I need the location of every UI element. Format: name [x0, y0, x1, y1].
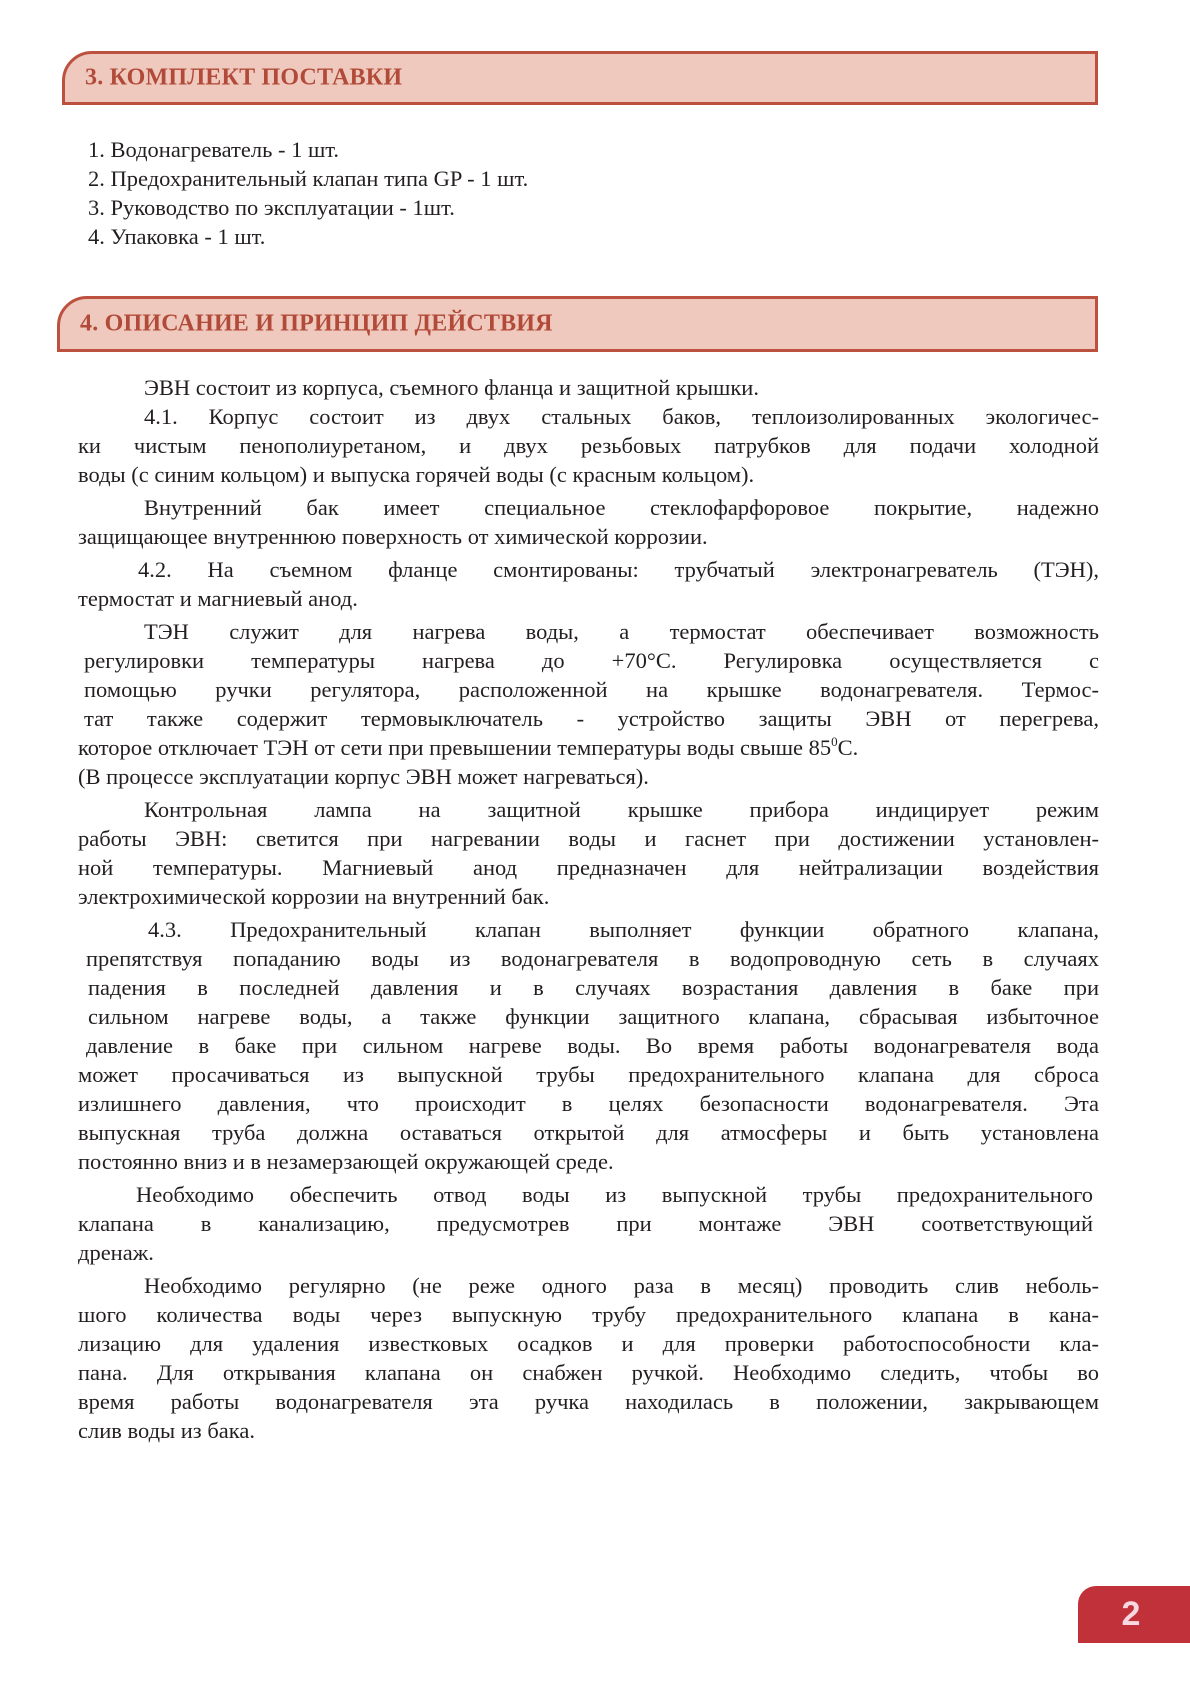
text-line: Контрольная лампа на защитной крышке прибора индицирует режим: [144, 797, 1099, 822]
text-line: термостат и магниевый анод.: [78, 586, 358, 611]
text-line: падения в последней давления и в случаях возрастания давления в баке при: [88, 975, 1099, 1000]
text-line: помощью ручки регулятора, расположенной на крышке водонагревателя. Термос-: [84, 677, 1099, 702]
list-item: 3. Руководство по эксплуатации - 1шт.: [88, 195, 455, 220]
text-line: ТЭН служит для нагрева воды, а термостат обеспечивает возможность: [144, 619, 1099, 644]
text-line: сильном нагреве воды, а также функции защитного клапана, сбрасывая избыточное: [88, 1004, 1099, 1029]
text-line: (В процессе эксплуатации корпус ЭВН может нагреваться).: [78, 764, 649, 789]
text-line: может просачиваться из выпускной трубы предохранительного клапана для сброса: [78, 1062, 1099, 1087]
text-line: ЭВН состоит из корпуса, съемного фланца и защитной крышки.: [144, 375, 759, 400]
delivery-set-list: [88, 135, 528, 251]
text-line: препятствуя попаданию воды из водонагревателя в водопроводную сеть в случаях: [86, 946, 1099, 971]
text-line: слив воды из бака.: [78, 1418, 255, 1443]
text-line: Внутренний бак имеет специальное стеклофарфоровое покрытие, надежно: [144, 495, 1099, 520]
text-line: 4.1. Корпус состоит из двух стальных баков, теплоизолированных экологичес-: [144, 404, 1099, 429]
text-line: 4.3. Предохранительный клапан выполняет функции обратного клапана,: [148, 917, 1099, 942]
text-line: воды (с синим кольцом) и выпуска горячей воды (с красным кольцом).: [78, 462, 755, 487]
text-line: излишнего давления, что происходит в целях безопасности водонагревателя. Эта: [78, 1091, 1099, 1116]
page-number-tab: [1078, 1586, 1190, 1643]
list-item: 1. Водонагреватель - 1 шт.: [88, 137, 340, 162]
text-line: [78, 733, 1099, 762]
section-4-header: [57, 296, 1098, 352]
text-line: тат также содержит термовыключатель - устройство защиты ЭВН от перегрева,: [84, 706, 1099, 731]
text-line-body: которое отключает ТЭН от сети при превышении температуры воды свыше 85: [78, 735, 832, 760]
text-line: давление в баке при сильном нагреве воды. Во время работы водонагревателя вода: [86, 1033, 1099, 1058]
temp-unit: С.: [837, 735, 859, 760]
text-line: 4.2. На съемном фланце смонтированы: трубчатый электронагреватель (ТЭН),: [138, 557, 1099, 582]
text-line: выпускная труба должна оставаться открытой для атмосферы и быть установлена: [78, 1120, 1099, 1145]
text-line: регулировки температуры нагрева до +70°С. Регулировка осуществляется с: [84, 648, 1099, 673]
text-line: ки чистым пенополиуретаном, и двух резьбовых патрубков для подачи холодной: [78, 433, 1099, 458]
degree-superscript: 0: [831, 734, 838, 749]
text-line: постоянно вниз и в незамерзающей окружающей среде.: [78, 1149, 614, 1174]
text-line: Необходимо обеспечить отвод воды из выпускной трубы предохранительного: [136, 1182, 1093, 1207]
page-number: 2: [1121, 1595, 1141, 1633]
text-line: Необходимо регулярно (не реже одного раза в месяц) проводить слив неболь-: [144, 1273, 1099, 1298]
text-line: клапана в канализацию, предусмотрев при монтаже ЭВН соответствующий: [78, 1211, 1093, 1236]
section-4-title: 4. ОПИСАНИЕ И ПРИНЦИП ДЕЙСТВИЯ: [80, 310, 553, 337]
text-line: шого количества воды через выпускную трубу предохранительного клапана в кана-: [78, 1302, 1099, 1327]
text-line: ной температуры. Магниевый анод предназначен для нейтрализации воздействия: [78, 855, 1099, 880]
text-line: лизацию для удаления известковых осадков и для проверки работоспособности кла-: [78, 1331, 1099, 1356]
text-line: работы ЭВН: светится при нагревании воды и гаснет при достижении установлен-: [78, 826, 1099, 851]
text-line: дренаж.: [78, 1240, 154, 1265]
text-line: пана. Для открывания клапана он снабжен ручкой. Необходимо следить, чтобы во: [78, 1360, 1099, 1385]
list-item: 2. Предохранительный клапан типа GP - 1 шт.: [88, 166, 529, 191]
section-3-title: 3. КОМПЛЕКТ ПОСТАВКИ: [85, 64, 403, 91]
section-3-header: [62, 51, 1098, 105]
text-line: защищающее внутреннюю поверхность от химической коррозии.: [78, 524, 708, 549]
list-item: 4. Упаковка - 1 шт.: [88, 224, 266, 249]
text-line: электрохимической коррозии на внутренний бак.: [78, 884, 550, 909]
text-line: время работы водонагревателя эта ручка находилась в положении, закрывающем: [78, 1389, 1099, 1414]
